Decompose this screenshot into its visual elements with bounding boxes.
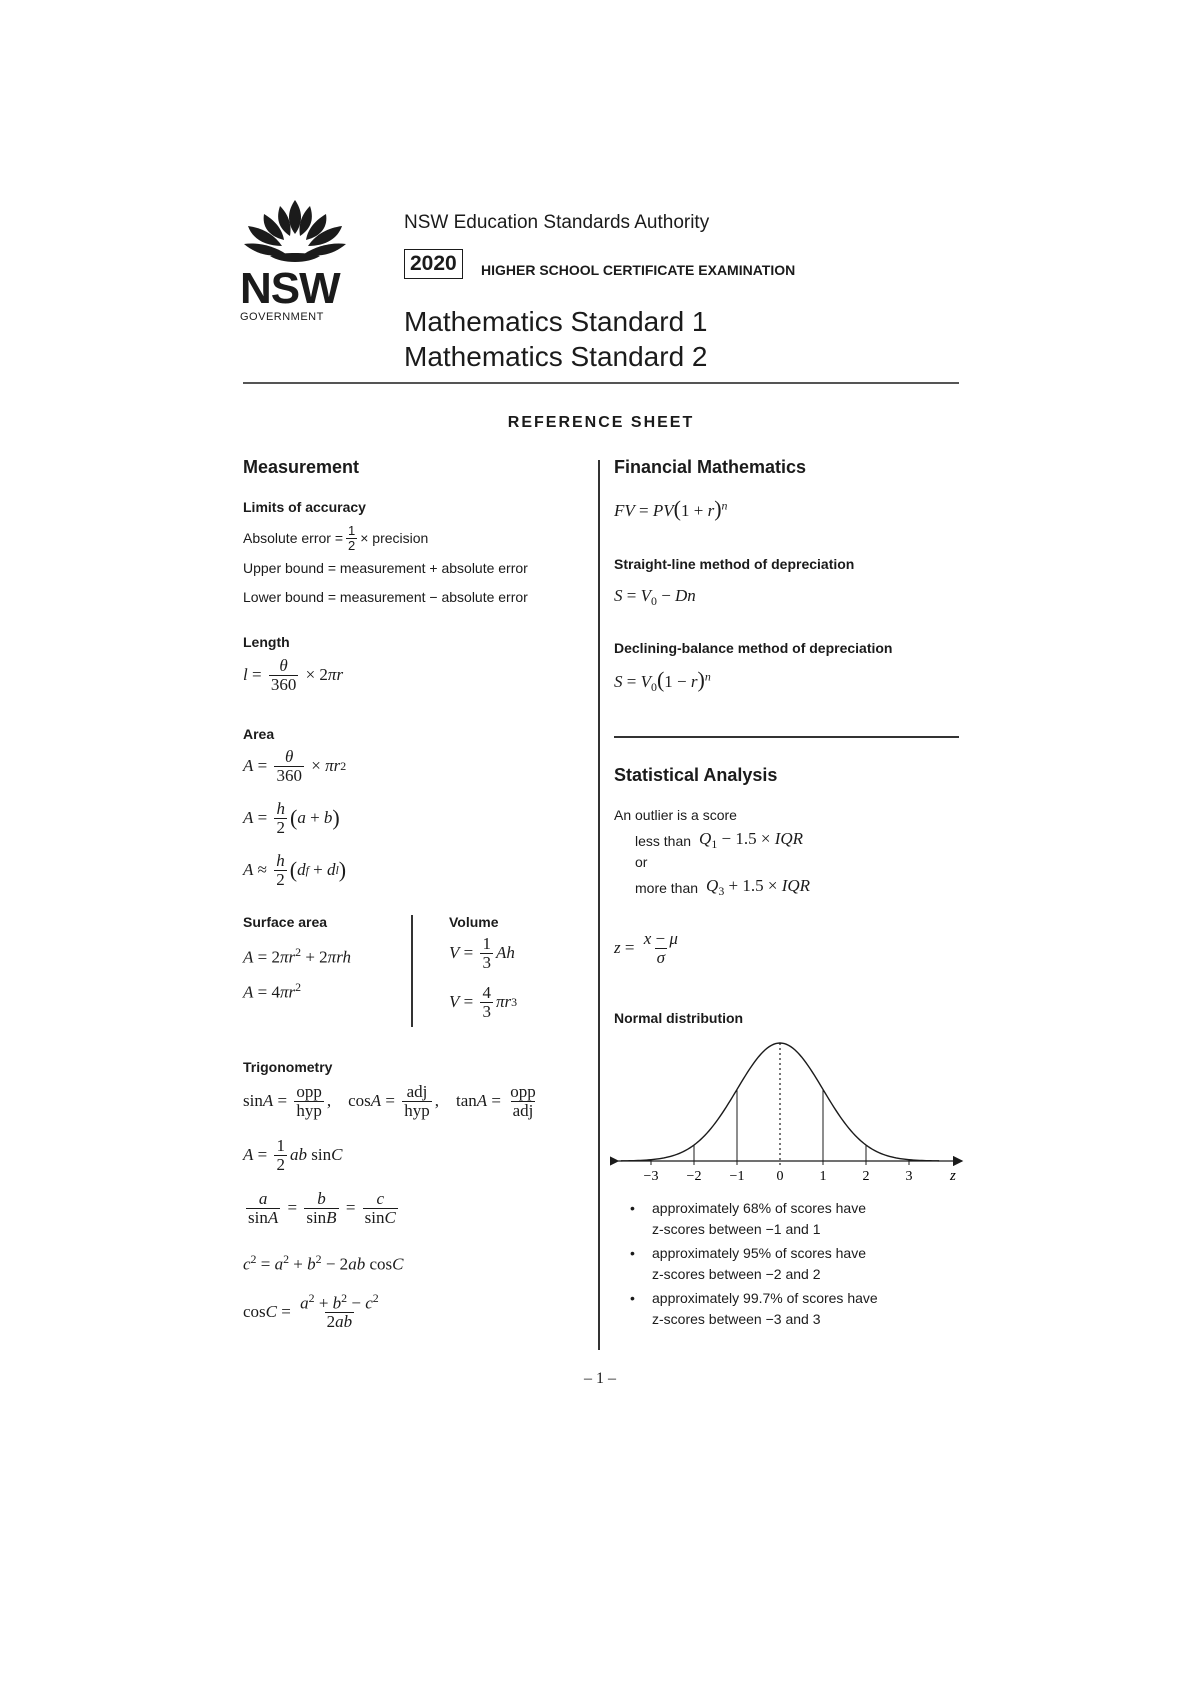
statistical-analysis-heading: Statistical Analysis xyxy=(614,765,778,785)
nsw-waratah-logo-icon xyxy=(240,196,350,268)
subject-title-2: Mathematics Standard 2 xyxy=(404,341,708,372)
z-tick-label: 2 xyxy=(862,1169,870,1184)
sphere-surface-area-formula: $A = 4\pi r^2$ xyxy=(243,980,302,1002)
upper-bound-text: Upper bound = measurement + absolute error xyxy=(243,560,528,576)
financial-mathematics-heading: Financial Mathematics xyxy=(614,457,807,477)
more-than-label: more than xyxy=(635,879,699,896)
limits-of-accuracy-heading: Limits of accuracy xyxy=(243,499,366,515)
arc-length-formula: l = $\frac{\theta}{360}$ × 2 πr xyxy=(243,656,344,694)
fact-68-line1: approximately 68% of scores have xyxy=(652,1200,866,1216)
logo-subtext: GOVERNMENT xyxy=(240,311,324,323)
cylinder-surface-area-formula: $A = 2\pi r^2 + 2\pi rh$ xyxy=(243,945,351,967)
fact-68-line2: z-scores between −1 and 1 xyxy=(652,1221,821,1237)
normal-distribution-facts xyxy=(630,1198,960,1330)
normal-distribution-heading: Normal distribution xyxy=(614,1010,744,1026)
fact-95: • approximately 95% of scores have z-scores between −2 and 2 xyxy=(630,1243,960,1285)
nsw-logo xyxy=(240,196,350,323)
one-half-fraction: $\frac{1}{2}$ xyxy=(348,523,356,553)
surface-area-heading: Surface area xyxy=(243,914,328,930)
exam-year: 2020 xyxy=(410,252,457,275)
lower-bound-text: Lower bound = measurement − absolute error xyxy=(243,589,528,605)
triangle-area-formula: A = $\frac{1}{2}$ ab sin C xyxy=(243,1136,343,1174)
measurement-heading: Measurement xyxy=(243,457,360,477)
sector-area-formula: A = $\frac{\theta}{360}$ × πr 2 xyxy=(243,747,347,785)
fact-997-line1: approximately 99.7% of scores have xyxy=(652,1290,878,1306)
pyramid-volume-formula: V = $\frac{1}{3}$ Ah xyxy=(449,934,515,972)
z-score-formula: z = $\frac{x - \mu}{\sigma}$ xyxy=(614,929,678,967)
column-divider xyxy=(598,460,600,1350)
area-heading: Area xyxy=(243,726,275,742)
z-axis-label: z xyxy=(950,1168,956,1184)
trig-ratios-formula: sin A = $\frac{\text{opp}}{\text{hyp}}$ , cos A = $\frac{\text{adj}}{\text{hyp}}$ , tan A = $\frac{\text{opp}}{\text{adj}}$ xyxy=(243,1082,536,1120)
z-tick-label: 3 xyxy=(905,1169,913,1184)
cosine-rule-angle-formula: cos C = $\frac{a^2 + b^2 - c^2}{2ab}$ xyxy=(243,1291,379,1332)
absolute-error-formula xyxy=(243,524,428,552)
section-divider xyxy=(614,736,959,738)
outlier-lower-rule: less than $Q_1 - 1.5$ × IQR xyxy=(635,829,804,852)
fact-68: • approximately 68% of scores have z-scores between −1 and 1 xyxy=(630,1198,960,1240)
subject-title-1: Mathematics Standard 1 xyxy=(404,306,708,337)
declining-balance-heading: Declining-balance method of depreciation xyxy=(614,640,893,656)
absolute-error-label: Absolute error = xyxy=(243,530,343,547)
length-heading: Length xyxy=(243,634,290,650)
volume-divider xyxy=(411,915,413,1027)
straight-line-heading: Straight-line method of depreciation xyxy=(614,556,855,572)
z-tick-label: 0 xyxy=(776,1169,784,1184)
sphere-volume-formula: V = $\frac{4}{3}$ πr 3 xyxy=(449,983,518,1021)
less-than-label: less than xyxy=(635,832,692,849)
sine-rule-formula: $\frac{a}{\sin A}$ = $\frac{b}{\sin B}$ = $\frac{c}{\sin C}$ xyxy=(248,1189,396,1227)
exam-year-box xyxy=(404,249,463,279)
fact-997: • approximately 99.7% of scores have z-scores between −3 and 3 xyxy=(630,1288,960,1330)
absolute-error-tail: × precision xyxy=(360,530,429,547)
page-number: – 1 – xyxy=(584,1370,616,1387)
outlier-intro: An outlier is a score xyxy=(614,807,737,823)
straight-line-formula: $S = V_0 - Dn$ xyxy=(614,586,696,609)
or-label: or xyxy=(635,854,648,870)
authority-name: NSW Education Standards Authority xyxy=(404,212,710,233)
volume-heading: Volume xyxy=(449,914,499,930)
sheet-title: REFERENCE SHEET xyxy=(507,414,695,431)
header-divider xyxy=(243,382,959,384)
trapezoidal-rule-formula: A ≈ $\frac{h}{2}$ ( d f + d l ) xyxy=(243,851,347,889)
fact-997-line2: z-scores between −3 and 3 xyxy=(652,1311,821,1327)
declining-balance-formula: $S = V_0(1 - r)^n$ xyxy=(614,667,711,695)
fact-95-line1: approximately 95% of scores have xyxy=(652,1245,866,1261)
logo-text: NSW xyxy=(240,264,340,313)
trapezium-area-formula: A = $\frac{h}{2}$ ( a + b ) xyxy=(243,799,340,837)
trigonometry-heading: Trigonometry xyxy=(243,1059,333,1075)
z-tick-label: 1 xyxy=(819,1169,827,1184)
normal-distribution-graph xyxy=(610,1030,970,1190)
outlier-upper-rule: more than $Q_3 + 1.5$ × IQR xyxy=(635,876,811,899)
z-tick-label: −2 xyxy=(686,1169,702,1184)
z-tick-label: −1 xyxy=(729,1169,745,1184)
fact-95-line2: z-scores between −2 and 2 xyxy=(652,1266,821,1282)
z-tick-label: −3 xyxy=(643,1169,659,1184)
future-value-formula: FV = $PV(1 + r)^n$ xyxy=(614,496,728,521)
cosine-rule-formula: $c^2 = a^2 + b^2 - 2ab$ cosC xyxy=(243,1252,404,1274)
exam-name: HIGHER SCHOOL CERTIFICATE EXAMINATION xyxy=(481,262,796,278)
